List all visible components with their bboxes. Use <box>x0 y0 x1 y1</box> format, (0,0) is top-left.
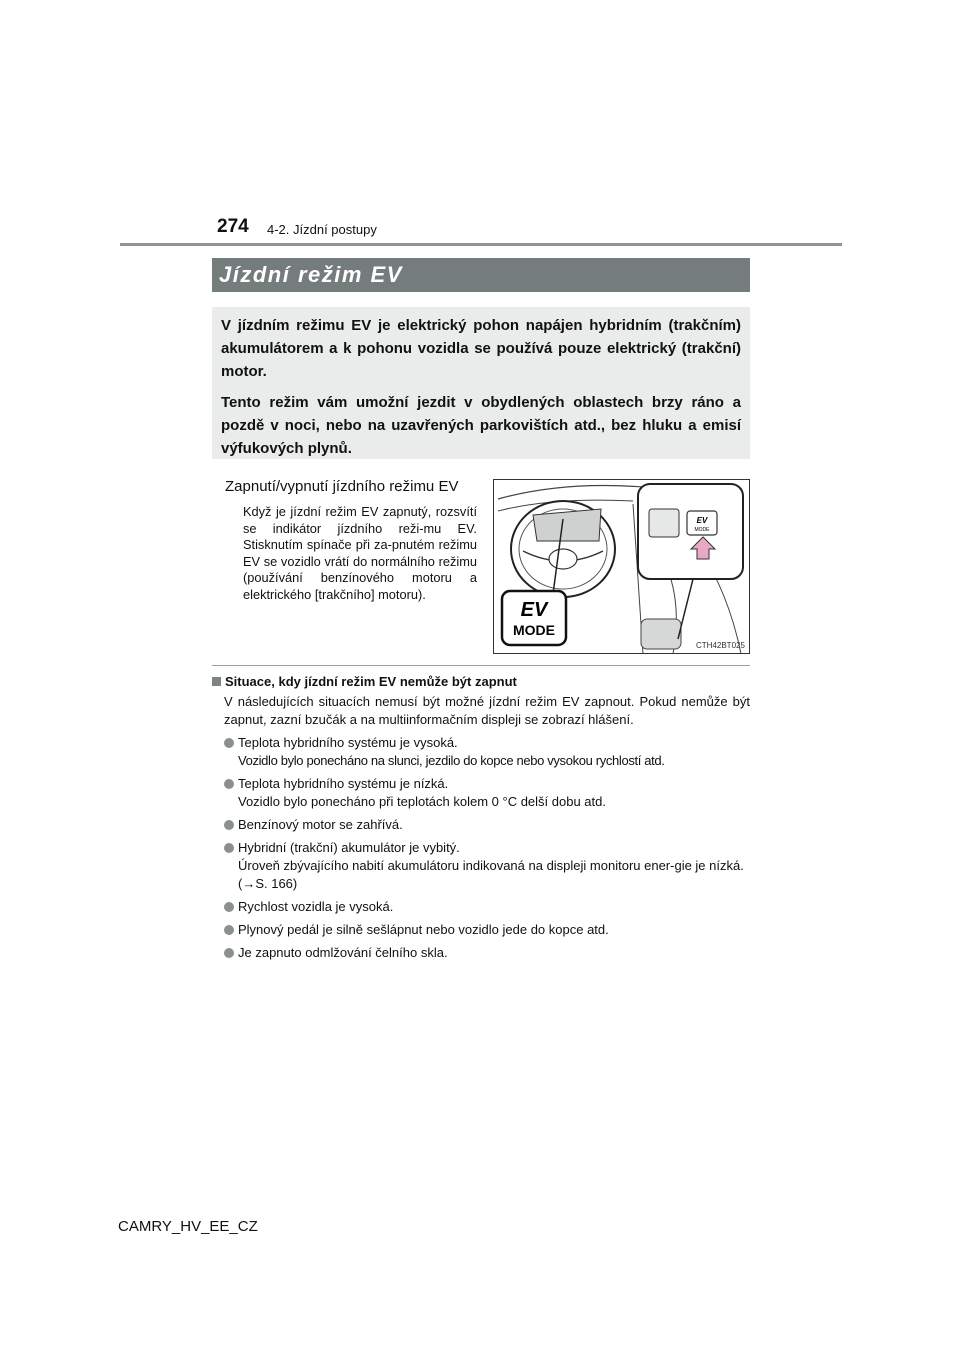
intro-box <box>212 307 750 459</box>
section-title: 4-2. Jízdní postupy <box>267 222 377 237</box>
small-mode-label: MODE <box>694 527 710 533</box>
situations-heading-text: Situace, kdy jízdní režim EV nemůže být zapnut <box>225 674 517 689</box>
list-item <box>224 921 750 939</box>
page-number: 274 <box>217 216 249 237</box>
list-item-title: Rychlost vozidla je vysoká. <box>238 899 394 914</box>
bullet-icon <box>224 902 234 912</box>
situations-description: V následujících situacích nemusí být možné jízdní režim EV zapnout. Pokud nemůže být zapnut, zazní bzučák a na multiinformačním displeji se zobrazí hlášení. <box>224 694 750 727</box>
list-item <box>224 898 750 916</box>
footer-code: CAMRY_HV_EE_CZ <box>118 1218 258 1235</box>
list-item-detail: Vozidlo bylo ponecháno při teplotách kolem 0 °C delší dobu atd. <box>238 794 606 809</box>
list-item <box>224 775 750 811</box>
bullet-icon <box>224 925 234 935</box>
switch-description: Když je jízdní režim EV zapnutý, rozsvítí se indikátor jízdního reži-mu EV. Stisknutím spínače při za-pnutém režimu EV se vozidlo vrátí do normálního režimu (používání benzínového motoru a elektrického [trakčního] motoru). <box>243 504 477 602</box>
header-rule <box>120 243 842 246</box>
list-item-title: Teplota hybridního systému je nízká. <box>238 776 449 791</box>
list-item-title: Hybridní (trakční) akumulátor je vybitý. <box>238 840 460 855</box>
list-item <box>224 839 750 893</box>
title-bar <box>212 258 750 292</box>
bullet-icon <box>224 948 234 958</box>
figure-code: CTH42BT025 <box>696 641 745 650</box>
page-title: Jízdní režim EV <box>219 262 403 287</box>
list-item-detail: Vozidlo bylo ponecháno na slunci, jezdilo do kopce nebo vysokou rychlostí atd. <box>238 753 665 768</box>
list-item-title: Benzínový motor se zahřívá. <box>238 817 403 832</box>
list-item-title: Teplota hybridního systému je vysoká. <box>238 735 458 750</box>
bullet-icon <box>224 843 234 853</box>
situations-section <box>212 673 750 962</box>
intro-paragraph-2: Tento režim vám umožní jezdit v obydlených oblastech brzy ráno a pozdě v noci, nebo na uzavřených parkovištích atd., bez hluku a emisí výfukových plynů. <box>221 394 741 457</box>
square-bullet-icon <box>212 677 221 686</box>
bullet-icon <box>224 738 234 748</box>
list-item-title: Plynový pedál je silně sešlápnut nebo vozidlo jede do kopce atd. <box>238 922 609 937</box>
bullet-icon <box>224 779 234 789</box>
list-item <box>224 734 750 770</box>
situations-heading <box>212 673 750 691</box>
intro-paragraph-1: V jízdním režimu EV je elektrický pohon napájen hybridním (trakčním) akumulátorem a k pohonu vozidla se používá pouze elektrický (trakční) motor. <box>221 317 741 380</box>
list-item <box>224 944 750 962</box>
switch-heading: Zapnutí/vypnutí jízdního režimu EV <box>225 478 459 495</box>
list-item-title: Je zapnuto odmlžování čelního skla. <box>238 945 448 960</box>
small-ev-label: EV <box>696 516 708 525</box>
divider <box>212 665 750 666</box>
ev-mode-illustration <box>493 479 750 654</box>
big-mode-label: MODE <box>513 622 555 638</box>
list-item <box>224 816 750 834</box>
big-ev-label: EV <box>520 599 548 621</box>
bullet-icon <box>224 820 234 830</box>
list-item-detail: Úroveň zbývajícího nabití akumulátoru indikovaná na displeji monitoru ener-gie je nízká. (→S. 166) <box>238 858 744 891</box>
